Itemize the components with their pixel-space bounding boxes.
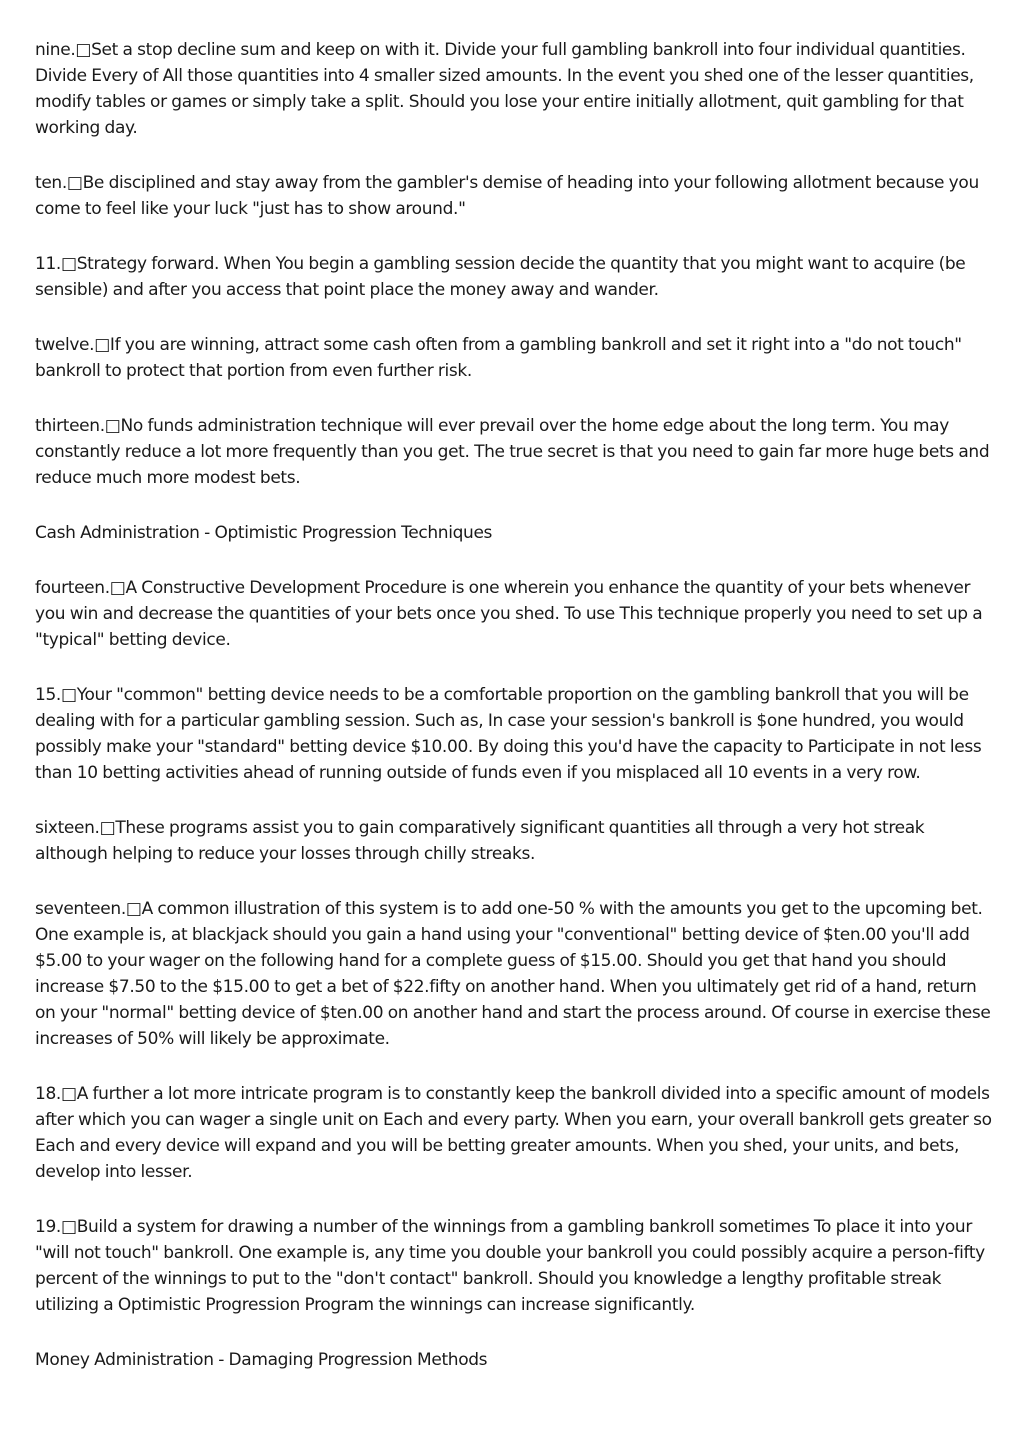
paragraph-sixteen: sixteen.□These programs assist you to gain comparatively significant quantities all through a very hot streak although helping to reduce your losses through chilly streaks. bbox=[35, 818, 925, 864]
paragraph-eighteen: 18.□A further a lot more intricate program is to constantly keep the bankroll divided into a specific amount of models after which you can wager a single unit on Each and every party. When you earn, your overall bankroll gets greater so Each and every device will expand and you will be betting greater amounts. When you shed, your units, and bets, develop into lesser. bbox=[35, 1084, 992, 1182]
paragraph-seventeen: seventeen.□A common illustration of this system is to add one-50 % with the amounts you get to the upcoming bet. One example is, at blackjack should you gain a hand using your "conventional" betting device of $ten.00 you'll add $5.00 to your wager on the following hand for a complete guess of $15.00. Should you get that hand you should increase $7.50 to the $15.00 to get a bet of $22.fifty on another hand. When you ultimately get rid of a hand, return on your "normal" betting device of $ten.00 on another hand and start the process around. Of course in exercise these increases of 50% will likely be approximate. bbox=[35, 899, 991, 1049]
paragraph-ten: ten.□Be disciplined and stay away from the gambler's demise of heading into your following allotment because you come to feel like your luck "just has to show around." bbox=[35, 173, 979, 219]
paragraph-thirteen: thirteen.□No funds administration technique will ever prevail over the home edge about the long term. You may constantly reduce a lot more frequently than you get. The true secret is that you need to gain far more huge bets and reduce much more modest bets. bbox=[35, 416, 990, 488]
paragraph-twelve: twelve.□If you are winning, attract some cash often from a gambling bankroll and set it right into a "do not touch" bankroll to protect that portion from even further risk. bbox=[35, 335, 962, 381]
paragraph-fourteen: fourteen.□A Constructive Development Procedure is one wherein you enhance the quantity of your bets whenever you win and decrease the quantities of your bets once you shed. To use This technique properly you need to set up a "typical" betting device. bbox=[35, 578, 983, 650]
paragraph-nine: nine.□Set a stop decline sum and keep on with it. Divide your full gambling bankroll into four individual quantities. Divide Every of All those quantities into 4 smaller sized amounts. In the event you shed one of the lesser quantities, modify tables or games or simply take a split. Should you lose your entire initially allotment, quit gambling for that working day. bbox=[35, 40, 974, 138]
section-heading-positive-progression: Cash Administration - Optimistic Progression Techniques bbox=[35, 523, 493, 543]
document-body bbox=[35, 37, 995, 1402]
paragraph-fifteen: 15.□Your "common" betting device needs to be a comfortable proportion on the gambling bankroll that you will be dealing with for a particular gambling session. Such as, In case your session's bankroll is $one hundred, you would possibly make your "standard" betting device $10.00. By doing this you'd have the capacity to Participate in not less than 10 betting activities ahead of running outside of funds even if you misplaced all 10 events in a very row. bbox=[35, 685, 982, 783]
section-heading-negative-progression: Money Administration - Damaging Progression Methods bbox=[35, 1350, 488, 1370]
paragraph-eleven: 11.□Strategy forward. When You begin a gambling session decide the quantity that you might want to acquire (be sensible) and after you access that point place the money away and wander. bbox=[35, 254, 966, 300]
paragraph-nineteen: 19.□Build a system for drawing a number of the winnings from a gambling bankroll sometimes To place it into your "will not touch" bankroll. One example is, any time you double your bankroll you could possibly acquire a person-fifty percent of the winnings to put to the "don't contact" bankroll. Should you knowledge a lengthy profitable streak utilizing a Optimistic Progression Program the winnings can increase significantly. bbox=[35, 1217, 985, 1315]
